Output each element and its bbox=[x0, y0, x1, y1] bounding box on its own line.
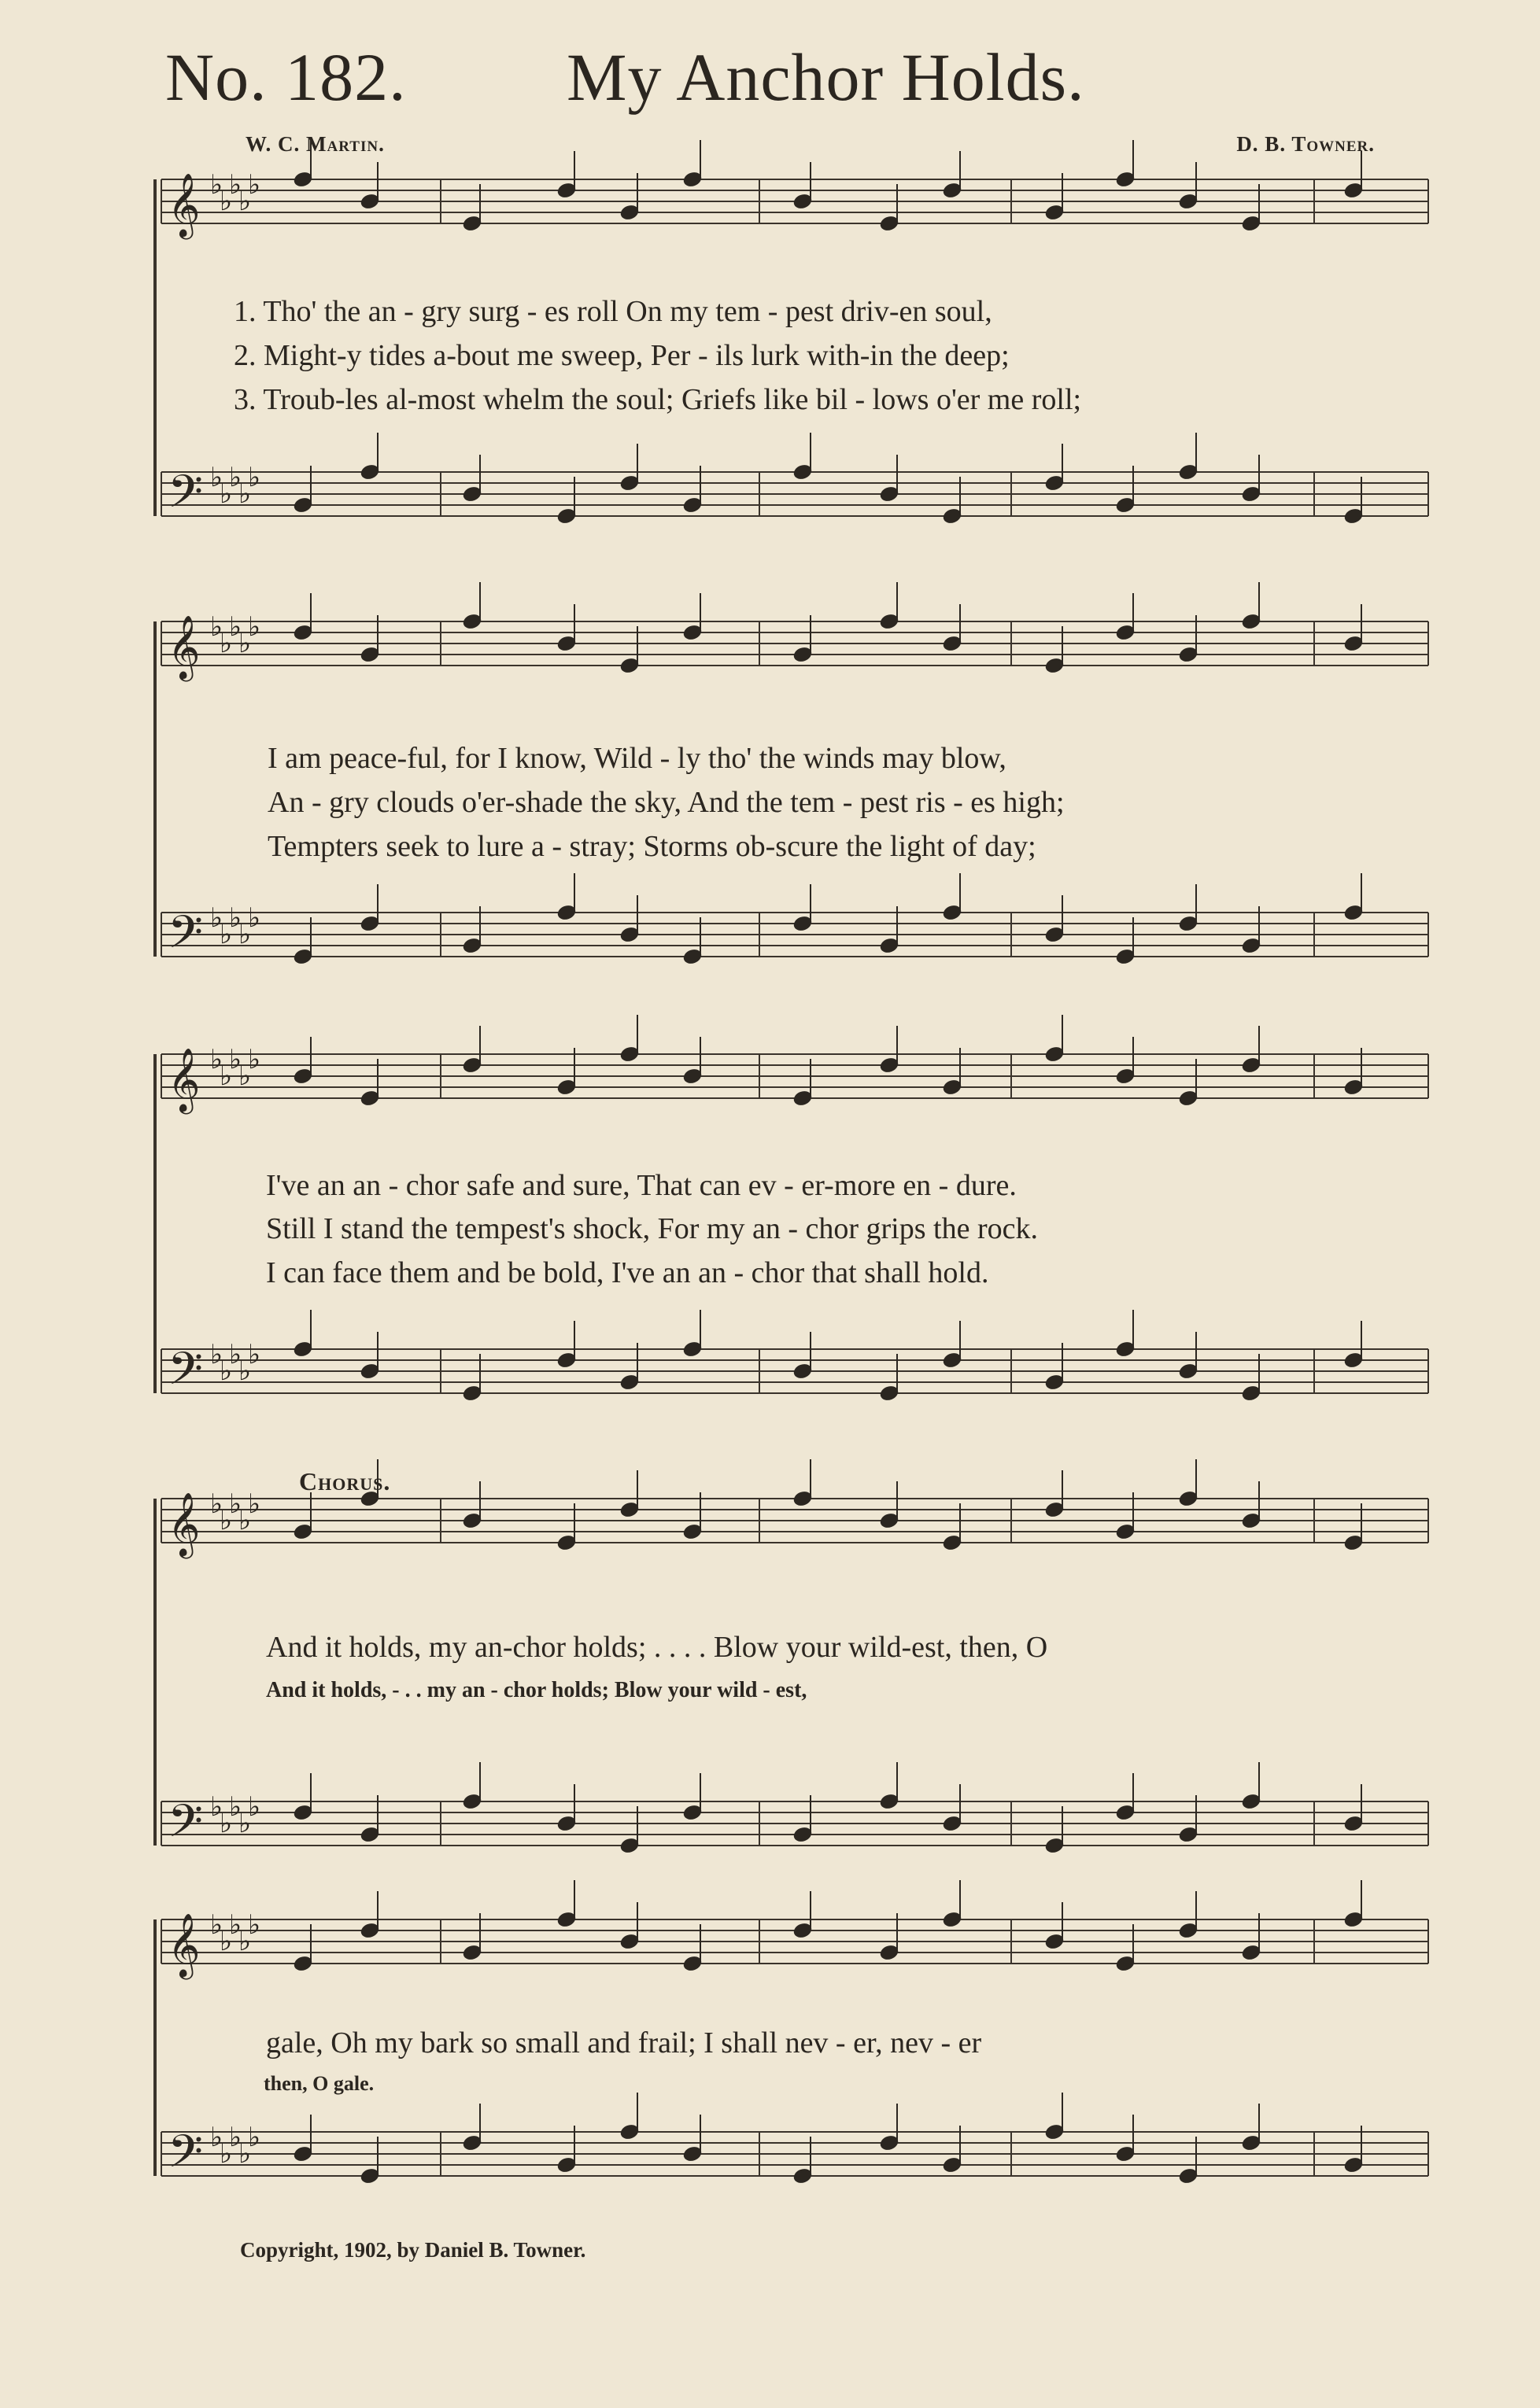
flat-sign-icon: ♭ bbox=[238, 1355, 252, 1387]
flat-sign-icon: ♭ bbox=[220, 1926, 233, 1957]
flat-sign-icon: ♭ bbox=[248, 169, 261, 201]
flat-sign-icon: ♭ bbox=[248, 1909, 261, 1941]
flat-sign-icon: ♭ bbox=[238, 1808, 252, 1839]
flat-sign-icon: ♭ bbox=[229, 462, 242, 493]
flat-sign-icon: ♭ bbox=[220, 919, 233, 950]
flat-sign-icon: ♭ bbox=[238, 478, 252, 510]
flat-sign-icon: ♭ bbox=[229, 1791, 242, 1823]
flat-sign-icon: ♭ bbox=[220, 1808, 233, 1839]
flat-sign-icon: ♭ bbox=[248, 1044, 261, 1075]
flat-sign-icon: ♭ bbox=[229, 2122, 242, 2153]
lyric-line: And it holds, my an-chor holds; . . . . Blow your wild-est, then, O bbox=[266, 1631, 1048, 1664]
flat-sign-icon: ♭ bbox=[210, 1488, 223, 1520]
flat-sign-icon: ♭ bbox=[238, 1926, 252, 1957]
flat-sign-icon: ♭ bbox=[229, 1909, 242, 1941]
flat-sign-icon: ♭ bbox=[229, 1488, 242, 1520]
lyric-line: 1. Tho' the an - gry surg - es roll On my tem - pest driv-en soul, bbox=[234, 295, 992, 328]
treble-clef-icon: 𝄞 bbox=[168, 172, 201, 237]
hymn-title: My Anchor Holds. bbox=[567, 39, 1085, 115]
flat-sign-icon: ♭ bbox=[210, 902, 223, 934]
flat-sign-icon: ♭ bbox=[210, 1791, 223, 1823]
flat-sign-icon: ♭ bbox=[220, 628, 233, 659]
flat-sign-icon: ♭ bbox=[229, 902, 242, 934]
bass-clef-icon: 𝄢 bbox=[168, 2125, 204, 2189]
flat-sign-icon: ♭ bbox=[248, 1339, 261, 1370]
flat-sign-icon: ♭ bbox=[238, 2138, 252, 2170]
bass-clef-icon: 𝄢 bbox=[168, 1794, 204, 1859]
staff bbox=[161, 1791, 1428, 1859]
lyric-line: 3. Troub-les al-most whelm the soul; Griefs like bil - lows o'er me roll; bbox=[234, 383, 1082, 416]
flat-sign-icon: ♭ bbox=[238, 1505, 252, 1536]
flat-sign-icon: ♭ bbox=[210, 1339, 223, 1370]
flat-sign-icon: ♭ bbox=[248, 2122, 261, 2153]
flat-sign-icon: ♭ bbox=[238, 919, 252, 950]
bass-lyric-line: And it holds, - . . my an - chor holds; Blow your wild - est, bbox=[266, 1678, 807, 1702]
treble-clef-icon: 𝄞 bbox=[168, 1492, 201, 1556]
lyric-line: 2. Might-y tides a-bout me sweep, Per - ils lurk with-in the deep; bbox=[234, 339, 1010, 372]
flat-sign-icon: ♭ bbox=[229, 611, 242, 643]
treble-clef-icon: 𝄞 bbox=[168, 1912, 201, 1977]
flat-sign-icon: ♭ bbox=[220, 186, 233, 217]
lyric-line: I've an an - chor safe and sure, That can ev - er-more en - dure. bbox=[266, 1169, 1017, 1202]
treble-clef-icon: 𝄞 bbox=[168, 614, 201, 679]
flat-sign-icon: ♭ bbox=[238, 186, 252, 217]
flat-sign-icon: ♭ bbox=[210, 1909, 223, 1941]
lyric-line: Still I stand the tempest's shock, For my an - chor grips the rock. bbox=[266, 1212, 1038, 1245]
flat-sign-icon: ♭ bbox=[220, 478, 233, 510]
copyright-notice: Copyright, 1902, by Daniel B. Towner. bbox=[240, 2238, 586, 2262]
lyric-line: I can face them and be bold, I've an an - chor that shall hold. bbox=[266, 1256, 989, 1289]
flat-sign-icon: ♭ bbox=[210, 462, 223, 493]
flat-sign-icon: ♭ bbox=[238, 1060, 252, 1092]
bass-lyric-line: then, O gale. bbox=[264, 2072, 375, 2095]
flat-sign-icon: ♭ bbox=[220, 1355, 233, 1387]
lyric-line: I am peace-ful, for I know, Wild - ly tho' the winds may blow, bbox=[268, 742, 1006, 775]
author-credit: W. C. Martin. bbox=[246, 132, 385, 156]
flat-sign-icon: ♭ bbox=[210, 169, 223, 201]
bass-clef-icon: 𝄢 bbox=[168, 905, 204, 970]
flat-sign-icon: ♭ bbox=[229, 1339, 242, 1370]
flat-sign-icon: ♭ bbox=[220, 1505, 233, 1536]
flat-sign-icon: ♭ bbox=[248, 902, 261, 934]
staff bbox=[161, 1044, 1428, 1114]
lyric-line: gale, Oh my bark so small and frail; I shall nev - er, nev - er bbox=[266, 2026, 982, 2060]
composer-credit: D. B. Towner. bbox=[1236, 132, 1375, 156]
flat-sign-icon: ♭ bbox=[210, 1044, 223, 1075]
flat-sign-icon: ♭ bbox=[229, 169, 242, 201]
flat-sign-icon: ♭ bbox=[248, 1488, 261, 1520]
flat-sign-icon: ♭ bbox=[220, 1060, 233, 1092]
staff bbox=[161, 1909, 1428, 1979]
treble-clef-icon: 𝄞 bbox=[168, 1047, 201, 1112]
flat-sign-icon: ♭ bbox=[238, 628, 252, 659]
flat-sign-icon: ♭ bbox=[210, 611, 223, 643]
staff bbox=[161, 902, 1428, 970]
staff bbox=[161, 611, 1428, 681]
lyric-line: Tempters seek to lure a - stray; Storms ob-scure the light of day; bbox=[268, 830, 1036, 863]
flat-sign-icon: ♭ bbox=[220, 2138, 233, 2170]
bass-clef-icon: 𝄢 bbox=[168, 1342, 204, 1407]
lyric-line: An - gry clouds o'er-shade the sky, And the tem - pest ris - es high; bbox=[268, 786, 1065, 819]
flat-sign-icon: ♭ bbox=[248, 1791, 261, 1823]
bass-clef-icon: 𝄢 bbox=[168, 465, 204, 529]
chorus-label: Chorus. bbox=[299, 1467, 391, 1495]
flat-sign-icon: ♭ bbox=[210, 2122, 223, 2153]
hymn-number: No. 182. bbox=[165, 39, 407, 115]
flat-sign-icon: ♭ bbox=[248, 611, 261, 643]
flat-sign-icon: ♭ bbox=[248, 462, 261, 493]
flat-sign-icon: ♭ bbox=[229, 1044, 242, 1075]
